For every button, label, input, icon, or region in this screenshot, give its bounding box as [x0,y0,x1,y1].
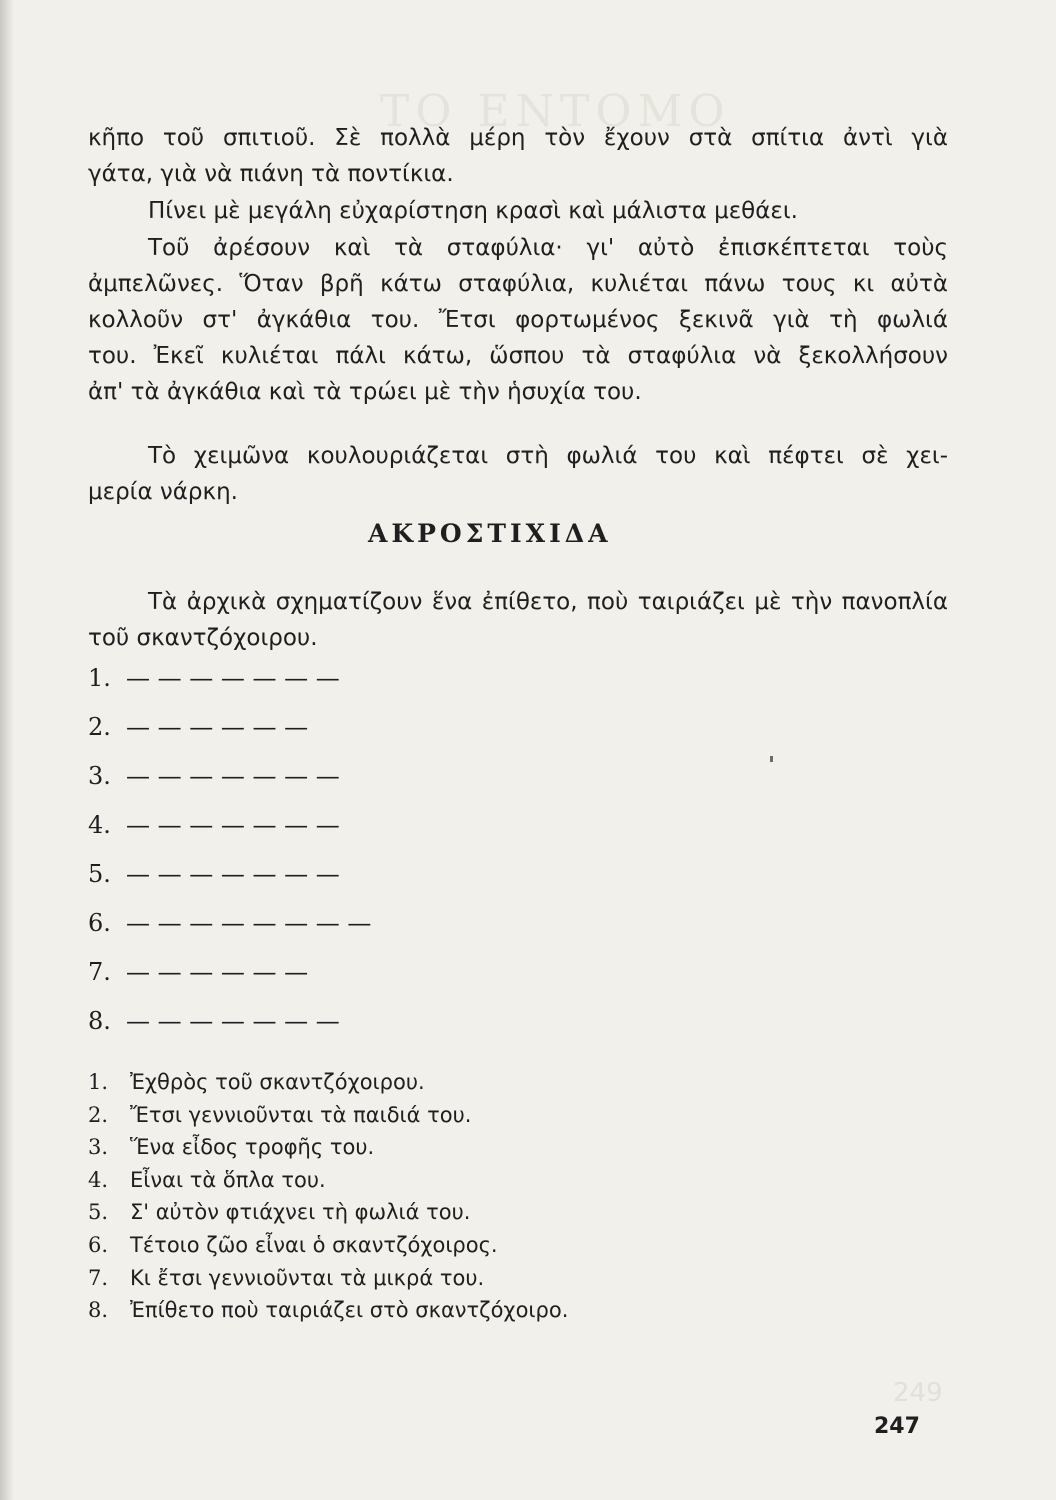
text-line: μερία νάρκη. [88,479,238,505]
blank-dashes: — — — — — — [126,713,309,741]
blank-dashes: — — — — — — — [126,1007,340,1035]
acrostic-instruction [88,584,948,656]
text-line: κῆπο τοῦ σπιτιοῦ. Σὲ πολλὰ μέρη τὸν ἔχουν στὰ σπίτια ἀντὶ γιὰ [88,125,948,151]
clue-row [88,1066,568,1099]
clue-text: Ἕνα εἶδος τροφῆς του. [130,1135,375,1160]
clue-number: 1. [88,1070,109,1094]
paragraph-3 [88,230,948,410]
clue-row [88,1131,568,1164]
clue-number: 3. [88,1135,109,1160]
text-line: τοῦ σκαντζόχοιρου. [88,625,318,651]
blank-row [88,811,371,860]
text-line: γάτα, γιὰ νὰ πιάνη τὰ ποντίκια. [88,161,454,187]
clue-number: 7. [88,1265,109,1290]
text-line: ἀμπελῶνες. Ὅταν βρῆ κάτω σταφύλια, κυλιέται πάνω τους κι αὐτὰ [88,271,948,297]
clue-text: Ἐχθρὸς τοῦ σκαντζόχοιρου. [130,1070,425,1094]
blank-number: 3. [88,762,111,790]
clue-text: Σ' αὐτὸν φτιάχνει τὴ φωλιά του. [130,1200,471,1225]
clue-number: 2. [88,1102,109,1127]
blank-number: 1. [88,664,111,692]
clue-row [88,1262,568,1295]
text-line: κολλοῦν στ' ἀγκάθια του. Ἔτσι φορτωμένος ξεκινᾶ γιὰ τὴ φωλιά [88,307,948,333]
clue-text: Τέτοιο ζῶο εἶναι ὁ σκαντζόχοιρος. [130,1232,498,1257]
blank-number: 6. [88,909,111,937]
blank-row [88,909,371,958]
paragraph-1 [88,120,948,192]
acrostic-blanks [88,664,371,1056]
clue-row [88,1196,568,1229]
bleed-through-page-number: 249 [893,1378,943,1408]
clue-number: 4. [88,1167,109,1192]
clue-text: Ἔτσι γεννιοῦνται τὰ παιδιά του. [130,1102,472,1127]
paragraph-4 [88,438,948,510]
text-line: Τὰ ἀρχικὰ σχηματίζουν ἕνα ἐπίθετο, ποὺ ταιριάζει μὲ τὴν πανοπλία [148,589,948,615]
binding-shadow [0,0,14,1500]
acrostic-clues [88,1066,568,1327]
clue-number: 5. [88,1200,109,1225]
clue-row [88,1164,568,1197]
clue-row [88,1099,568,1132]
blank-number: 5. [88,860,111,888]
blank-row [88,664,371,713]
page-number: 247 [874,1414,920,1439]
blank-row [88,713,371,762]
clue-text: Ἐπίθετο ποὺ ταιριάζει στὸ σκαντζόχοιρο. [130,1298,569,1323]
clue-text: Κι ἔτσι γεννιοῦνται τὰ μικρά του. [130,1265,485,1290]
blank-number: 7. [88,958,111,986]
blank-dashes: — — — — — — [126,958,309,986]
blank-dashes: — — — — — — — — [126,909,372,937]
blank-dashes: — — — — — — — [126,811,340,839]
paragraph-2 [148,193,1008,229]
blank-dashes: — — — — — — — [126,664,340,692]
blank-number: 8. [88,1007,111,1035]
blank-row [88,762,371,811]
blank-dashes: — — — — — — — [126,860,340,888]
text-line: Τὸ χειμῶνα κουλουριάζεται στὴ φωλιά του καὶ πέφτει σὲ χει- [148,443,948,469]
blank-row [88,1007,371,1056]
clue-number: 6. [88,1232,109,1257]
text-line: Πίνει μὲ μεγάλη εὐχαρίστηση κρασὶ καὶ μάλιστα μεθάει. [148,198,798,224]
blank-number: 4. [88,811,111,839]
text-line: του. Ἐκεῖ κυλιέται πάλι κάτω, ὥσπου τὰ σταφύλια νὰ ξεκολλήσουν [88,343,948,369]
clue-row [88,1294,568,1327]
blank-dashes: — — — — — — — [126,762,340,790]
blank-number: 2. [88,713,111,741]
blank-row [88,860,371,909]
stray-mark [770,756,773,762]
text-line: Τοῦ ἀρέσουν καὶ τὰ σταφύλια· γι' αὐτὸ ἐπισκέπτεται τοὺς [148,235,948,261]
clue-row [88,1229,568,1262]
text-line: ἀπ' τὰ ἀγκάθια καὶ τὰ τρώει μὲ τὴν ἡσυχία του. [88,379,642,405]
clue-text: Εἶναι τὰ ὅπλα του. [130,1167,326,1192]
bleed-through-title: ΤΟ ΕΝΤΟΜΟ [380,86,731,137]
blank-row [88,958,371,1007]
acrostic-heading: ΑΚΡΟΣΤΙΧΙΔΑ [368,519,612,548]
clue-number: 8. [88,1298,109,1323]
